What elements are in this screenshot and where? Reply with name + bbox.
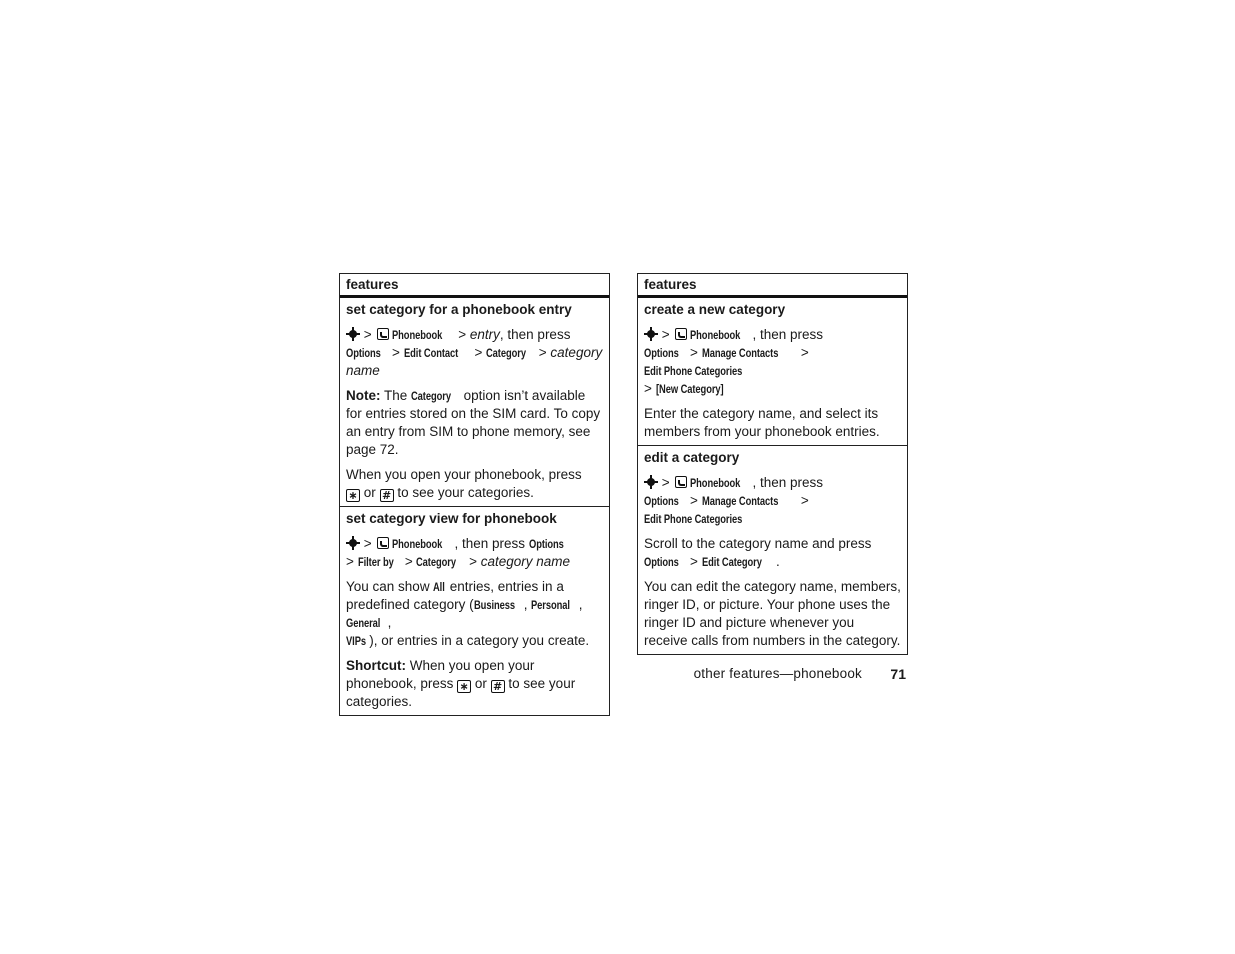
scroll-paragraph: Scroll to the category name and press Options > Edit Category . bbox=[644, 536, 872, 569]
description: You can edit the category name, members, ringer ID, or picture. Your phone uses the ringer ID and picture whenever you receive calls from numbers in the category. bbox=[644, 579, 901, 648]
tip-paragraph: When you open your phonebook, press ∗ or # to see your categories. bbox=[346, 467, 582, 502]
menu-edit-phone-categories: Edit Phone Categories bbox=[644, 512, 743, 526]
menu-options: Options bbox=[528, 537, 564, 551]
menu-path: > Phonebook , then press Options > Manage Contacts > Edit Phone Categories bbox=[644, 475, 824, 526]
phonebook-icon bbox=[377, 328, 389, 340]
menu-edit-contact: Edit Contact bbox=[403, 346, 458, 360]
show-paragraph: You can show All entries, entries in a predefined category (Business , Personal , General , VIPs ), or entries in a category you create. bbox=[346, 579, 590, 648]
menu-category: Category bbox=[416, 555, 457, 569]
star-key-icon: ∗ bbox=[457, 680, 471, 693]
menu-options: Options bbox=[644, 555, 679, 569]
features-table-left bbox=[339, 273, 610, 716]
menu-options: Options bbox=[346, 346, 381, 360]
menu-path: > Phonebook > entry, then press Options > Edit Contact > Category > category name bbox=[346, 327, 603, 378]
menu-phonebook: Phonebook bbox=[392, 328, 443, 342]
phonebook-icon bbox=[377, 537, 389, 549]
menu-options: Options bbox=[644, 346, 679, 360]
menu-phonebook: Phonebook bbox=[690, 328, 741, 342]
menu-filter-by: Filter by bbox=[357, 555, 394, 569]
menu-path: > Phonebook , then press Options > Filter by > Category > category name bbox=[346, 536, 571, 569]
menu-manage-contacts: Manage Contacts bbox=[701, 346, 779, 360]
nav-key-icon bbox=[644, 475, 658, 489]
hash-key-icon: # bbox=[491, 680, 505, 693]
feature-title: create a new category bbox=[644, 302, 786, 317]
section-label: other features—phonebook bbox=[693, 666, 862, 681]
menu-manage-contacts: Manage Contacts bbox=[701, 494, 779, 508]
hash-key-icon: # bbox=[380, 489, 394, 502]
features-table-right bbox=[637, 273, 908, 655]
menu-edit-category: Edit Category bbox=[701, 555, 762, 569]
table-header: features bbox=[638, 274, 907, 298]
page-number: 71 bbox=[890, 666, 906, 682]
feature-row-create-category bbox=[638, 298, 907, 445]
phonebook-icon bbox=[675, 476, 687, 488]
feature-row-set-category-view bbox=[340, 506, 609, 715]
shortcut-paragraph: Shortcut: When you open your phonebook, press ∗ or # to see your categories. bbox=[346, 658, 576, 709]
menu-phonebook: Phonebook bbox=[690, 476, 741, 490]
page-footer bbox=[637, 664, 907, 684]
menu-category: Category bbox=[486, 346, 527, 360]
note-paragraph: Note: The Category option isn’t available for entries stored on the SIM card. To copy an entry from SIM to phone memory, see page 72. bbox=[346, 388, 601, 457]
nav-key-icon bbox=[346, 327, 360, 341]
nav-key-icon bbox=[346, 536, 360, 550]
description: Enter the category name, and select its members from your phonebook entries. bbox=[644, 406, 880, 439]
feature-title: set category view for phonebook bbox=[346, 511, 557, 526]
star-key-icon: ∗ bbox=[346, 489, 360, 502]
feature-row-set-category-entry bbox=[340, 298, 609, 506]
table-header: features bbox=[340, 274, 609, 298]
feature-title: edit a category bbox=[644, 450, 740, 465]
phonebook-icon bbox=[675, 328, 687, 340]
menu-options: Options bbox=[644, 494, 679, 508]
menu-phonebook: Phonebook bbox=[392, 537, 443, 551]
feature-row-edit-category bbox=[638, 445, 907, 654]
menu-path: > Phonebook , then press Options > Manage Contacts > Edit Phone Categories > [New Category] bbox=[644, 327, 824, 396]
feature-title: set category for a phonebook entry bbox=[346, 302, 572, 317]
nav-key-icon bbox=[644, 327, 658, 341]
menu-edit-phone-categories: Edit Phone Categories bbox=[644, 364, 743, 378]
menu-new-category: [New Category] bbox=[655, 382, 724, 396]
